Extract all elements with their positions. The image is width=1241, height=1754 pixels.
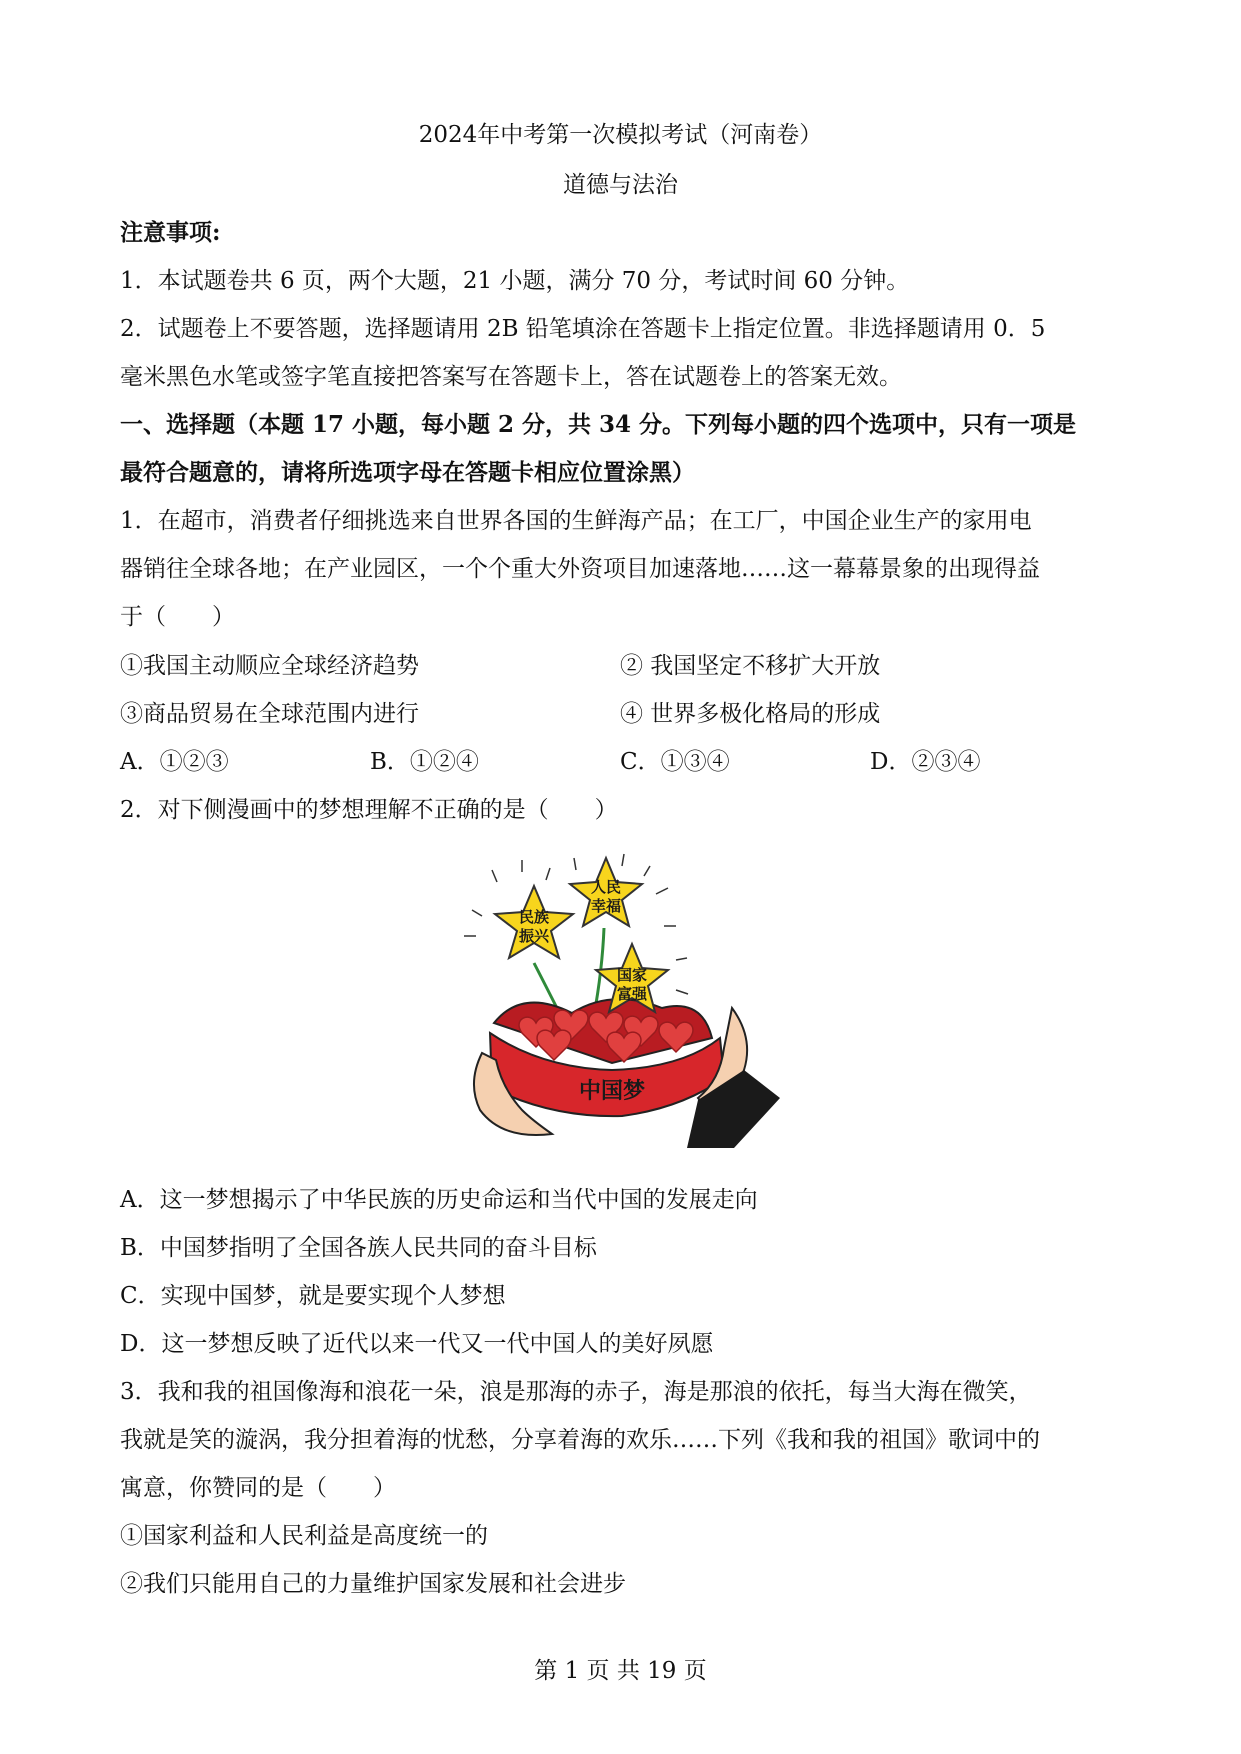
q2-stem: 2．对下侧漫画中的梦想理解不正确的是（ ） [120, 797, 618, 823]
q2-option-c: C．实现中国梦，就是要实现个人梦想 [120, 1283, 506, 1309]
q1-option-c: C．①③④ [620, 749, 730, 775]
q2-option-d: D．这一梦想反映了近代以来一代又一代中国人的美好夙愿 [120, 1331, 714, 1357]
q3-statement-1: ①国家利益和人民利益是高度统一的 [120, 1523, 488, 1549]
star-middle-text-1: 人民 [590, 878, 622, 896]
exam-title: 2024年中考第一次模拟考试（河南卷） [418, 122, 823, 148]
q1-statement-4: ④ 世界多极化格局的形成 [620, 701, 881, 727]
notice-heading: 注意事项: [120, 219, 221, 246]
china-dream-cartoon [462, 848, 784, 1148]
section-heading-line-1: 一、选择题（本题 17 小题，每小题 2 分，共 34 分。下列每小题的四个选项中，只有一项是 [120, 411, 1077, 438]
q2-option-a: A．这一梦想揭示了中华民族的历史命运和当代中国的发展走向 [120, 1187, 758, 1213]
subject-title: 道德与法治 [563, 172, 678, 198]
q3-stem-line-2: 我就是笑的漩涡，我分担着海的忧愁，分享着海的欢乐……下列《我和我的祖国》歌词中的 [120, 1427, 1040, 1453]
notice-item-2-line-1: 2．试题卷上不要答题，选择题请用 2B 铅笔填涂在答题卡上指定位置。非选择题请用 0．5 [120, 316, 1046, 342]
q1-stem-line-3: 于（ ） [120, 604, 235, 630]
q1-option-b: B．①②④ [370, 749, 479, 775]
star-right-text-1: 国家 [616, 966, 648, 984]
q1-statement-1: ①我国主动顺应全球经济趋势 [120, 653, 419, 679]
section-heading-line-2: 最符合题意的，请将所选项字母在答题卡相应位置涂黑） [120, 459, 695, 486]
q3-statement-2: ②我们只能用自己的力量维护国家发展和社会进步 [120, 1571, 626, 1597]
box-label: 中国梦 [578, 1078, 646, 1104]
q1-statement-2: ② 我国坚定不移扩大开放 [620, 653, 881, 679]
q1-stem-line-1: 1．在超市，消费者仔细挑选来自世界各国的生鲜海产品；在工厂，中国企业生产的家用电 [120, 508, 1032, 534]
page-number-footer: 第 1 页 共 19 页 [534, 1658, 707, 1684]
star-left-text-2: 振兴 [518, 927, 550, 945]
q2-option-b: B．中国梦指明了全国各族人民共同的奋斗目标 [120, 1235, 597, 1261]
star-left-text-1: 民族 [518, 908, 550, 926]
star-right-text-2: 富强 [616, 985, 648, 1003]
q1-stem-line-2: 器销往全球各地；在产业园区，一个个重大外资项目加速落地……这一幕幕景象的出现得益 [120, 556, 1040, 582]
q3-stem-line-3: 寓意，你赞同的是（ ） [120, 1475, 396, 1501]
star-middle-text-2: 幸福 [590, 897, 622, 915]
q3-stem-line-1: 3．我和我的祖国像海和浪花一朵，浪是那海的赤子，海是那浪的依托，每当大海在微笑， [120, 1379, 1032, 1405]
q1-statement-3: ③商品贸易在全球范围内进行 [120, 701, 419, 727]
q1-option-d: D．②③④ [870, 749, 981, 775]
notice-item-2-line-2: 毫米黑色水笔或签字笔直接把答案写在答题卡上，答在试题卷上的答案无效。 [120, 364, 902, 390]
q1-option-a: A．①②③ [120, 749, 229, 775]
notice-item-1: 1．本试题卷共 6 页，两个大题，21 小题，满分 70 分，考试时间 60 分钟。 [120, 268, 910, 294]
